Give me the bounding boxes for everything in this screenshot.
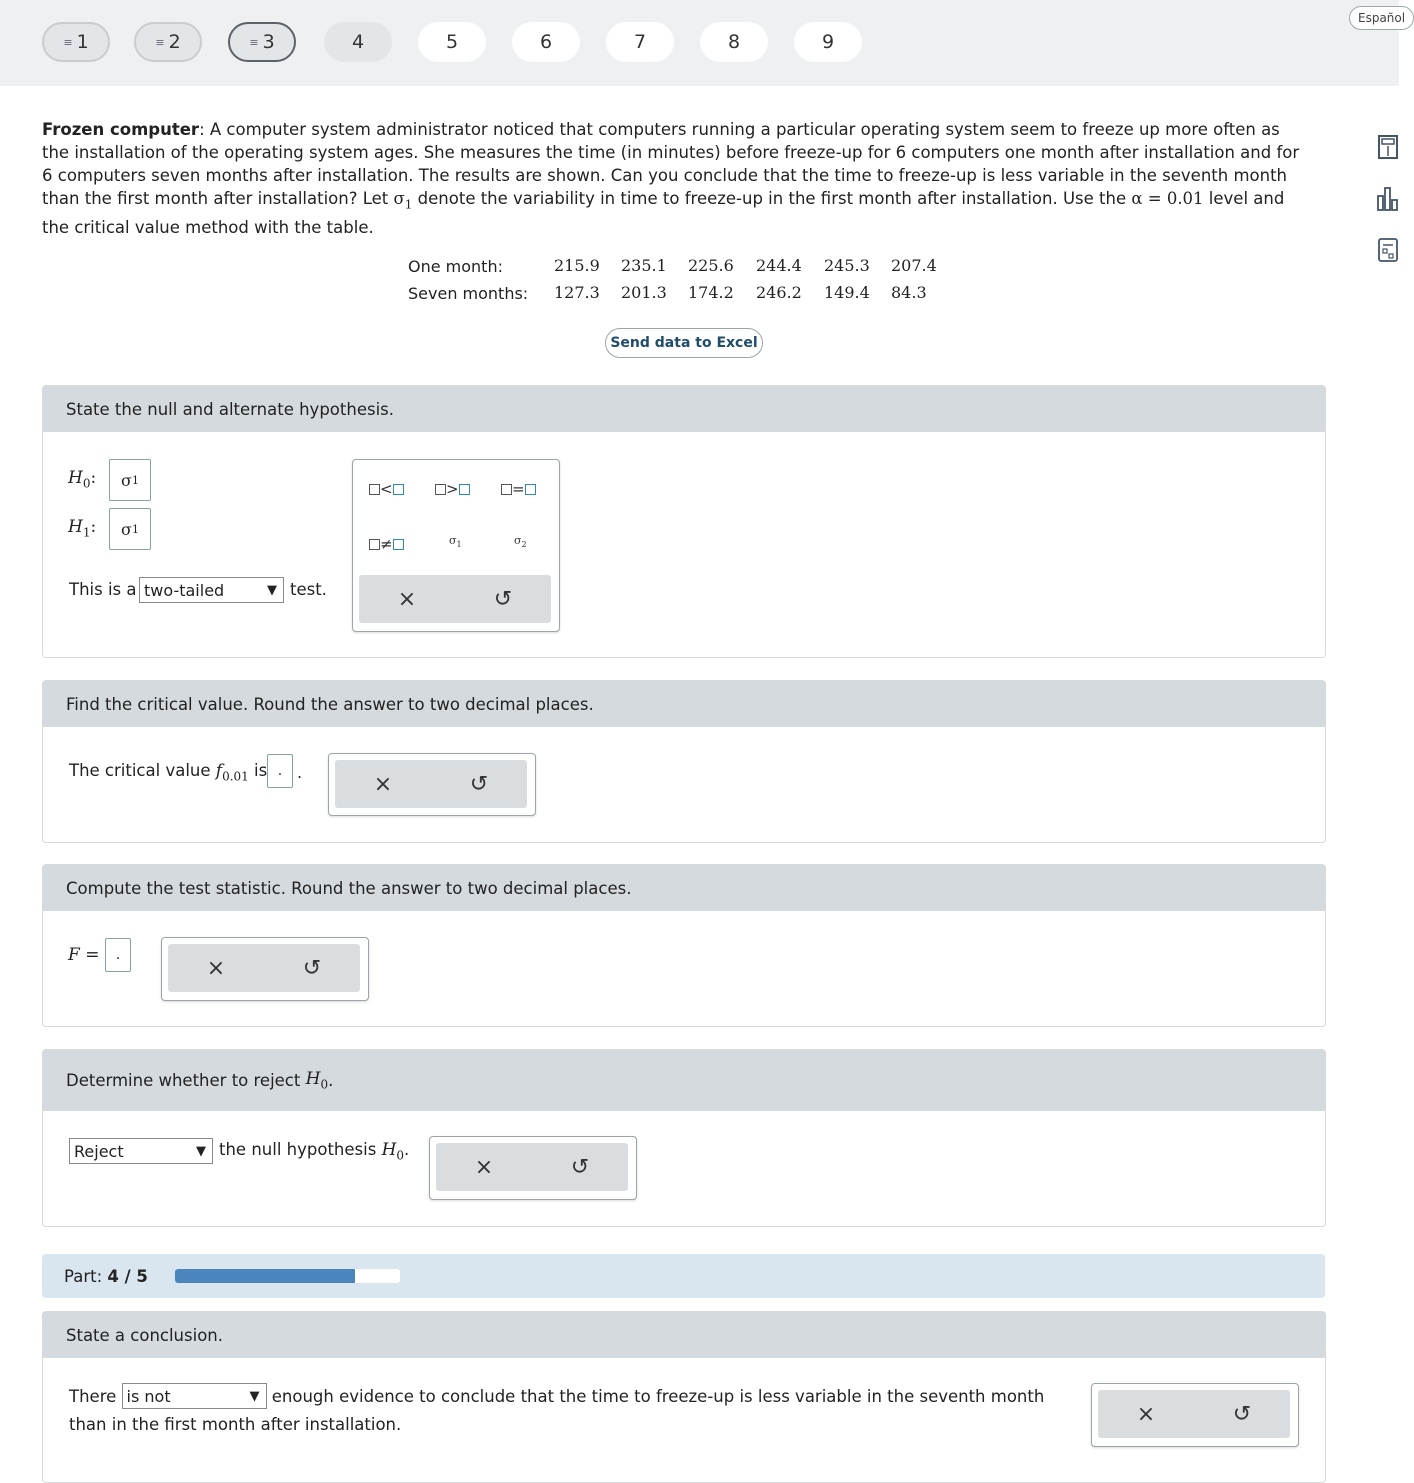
reject-decision-header: Determine whether to reject $H_0$ . bbox=[43, 1050, 1325, 1111]
symbol-palette bbox=[352, 459, 560, 632]
alpha-value: α = 0.01 bbox=[1131, 189, 1204, 208]
critical-value-period: . bbox=[297, 763, 303, 782]
undo-icon[interactable]: ↺ bbox=[302, 955, 322, 981]
clear-icon[interactable]: × bbox=[1136, 1401, 1156, 1427]
undo-icon[interactable]: ↺ bbox=[1232, 1401, 1252, 1427]
palette-toolbar bbox=[359, 575, 551, 623]
f-statistic-input[interactable]: . bbox=[105, 938, 131, 972]
critical-value-toolbox bbox=[328, 753, 536, 816]
data-cell: 235.1 bbox=[621, 256, 667, 275]
not-equal-template-button[interactable]: ≠ bbox=[369, 535, 404, 553]
reject-decision-text: the null hypothesis $H_0$. bbox=[219, 1140, 410, 1163]
data-cell: 244.4 bbox=[756, 256, 802, 275]
undo-icon[interactable]: ↺ bbox=[570, 1154, 590, 1180]
data-cell: 215.9 bbox=[554, 256, 600, 275]
critical-value-header: Find the critical value. Round the answer to two decimal places. bbox=[43, 681, 1325, 727]
critical-value-sentence: The critical value $f_{0.01}$ is bbox=[69, 761, 268, 784]
data-cell: 207.4 bbox=[891, 256, 937, 275]
conclusion-select[interactable]: is not ▼ bbox=[122, 1383, 267, 1409]
question-5-button[interactable]: 5 bbox=[418, 22, 486, 62]
reject-decision-toolbar bbox=[436, 1143, 628, 1191]
undo-icon[interactable]: ↺ bbox=[493, 586, 513, 612]
f-statistic-toolbar bbox=[168, 944, 360, 992]
problem-text-2: denote the variability in time to freeze-up in the first month after installation. Use the bbox=[412, 189, 1132, 208]
question-9-button[interactable]: 9 bbox=[794, 22, 862, 62]
data-cell: 149.4 bbox=[824, 283, 870, 302]
reference-table-icon[interactable] bbox=[1377, 237, 1399, 263]
test-type-suffix: test. bbox=[290, 580, 327, 599]
reject-decision-toolbox bbox=[429, 1136, 637, 1200]
h1-input[interactable]: σ 1 bbox=[109, 508, 151, 550]
sigma-symbol: $\sigma_1$ bbox=[393, 189, 413, 212]
question-2-button[interactable]: ≡ 2 bbox=[134, 22, 202, 62]
clear-icon[interactable]: × bbox=[397, 586, 417, 612]
reject-decision-panel bbox=[42, 1049, 1326, 1227]
problem-text-1: : A computer system administrator noticed that computers running a particular operating system seem to freeze up more often as the installation of the operating system ages. She measures the time (in minutes) before freeze-up for 6 computers one month after installation and for 6 computers seven months after installation. The results are shown. Can you conclude that the time to freeze-up is less variable in the seventh month than the first month after installation? Let bbox=[42, 120, 1300, 208]
test-type-prefix: This is a bbox=[69, 580, 137, 599]
clear-icon[interactable]: × bbox=[206, 955, 226, 981]
critical-value-toolbar bbox=[335, 760, 527, 808]
greater-than-template-button[interactable]: > bbox=[435, 480, 470, 498]
bar-chart-icon[interactable] bbox=[1377, 186, 1399, 212]
sigma1-button[interactable]: $\sigma_1$ bbox=[449, 534, 462, 550]
hypothesis-panel bbox=[42, 385, 1326, 658]
clear-icon[interactable]: × bbox=[474, 1154, 494, 1180]
problem-statement bbox=[42, 118, 1312, 239]
undo-icon[interactable]: ↺ bbox=[469, 771, 489, 797]
question-1-button[interactable]: ≡ 1 bbox=[42, 22, 110, 62]
question-3-button[interactable]: ≡ 3 bbox=[228, 22, 296, 62]
test-statistic-header: Compute the test statistic. Round the answer to two decimal places. bbox=[43, 865, 1325, 911]
equals-template-button[interactable]: = bbox=[501, 480, 536, 498]
h0-label: $H_0$: bbox=[68, 468, 97, 491]
calculator-icon[interactable] bbox=[1377, 134, 1399, 160]
question-4-button[interactable]: 4 bbox=[324, 22, 392, 62]
critical-value-input[interactable]: . bbox=[267, 754, 293, 788]
h0-input[interactable]: σ 1 bbox=[109, 459, 151, 501]
data-cell: 127.3 bbox=[554, 283, 600, 302]
data-cell: 245.3 bbox=[824, 256, 870, 275]
conclusion-header: State a conclusion. bbox=[43, 1312, 1325, 1358]
list-icon: ≡ bbox=[155, 35, 164, 49]
question-6-button[interactable]: 6 bbox=[512, 22, 580, 62]
problem-title: Frozen computer bbox=[42, 120, 200, 139]
less-than-template-button[interactable]: < bbox=[369, 480, 404, 498]
data-cell: 84.3 bbox=[891, 283, 927, 302]
send-to-excel-button[interactable]: Send data to Excel bbox=[605, 328, 763, 358]
clear-icon[interactable]: × bbox=[373, 771, 393, 797]
problem-text-3: level and the critical value method with the table. bbox=[42, 189, 1285, 238]
list-icon: ≡ bbox=[63, 35, 72, 49]
test-type-select[interactable]: two-tailed ▼ bbox=[139, 577, 284, 603]
part-progress-label: Part: 4 / 5 bbox=[64, 1267, 148, 1286]
data-cell: 246.2 bbox=[756, 283, 802, 302]
progress-fill bbox=[175, 1269, 355, 1283]
sigma2-button[interactable]: $\sigma_2$ bbox=[514, 534, 527, 550]
conclusion-toolbar bbox=[1098, 1390, 1290, 1438]
language-toggle[interactable]: Español bbox=[1349, 6, 1414, 30]
data-cell: 174.2 bbox=[688, 283, 734, 302]
data-cell: 225.6 bbox=[688, 256, 734, 275]
row-label-seven-months: Seven months: bbox=[408, 284, 529, 303]
conclusion-sentence: There is not ▼ enough evidence to conclude that the time to freeze-up is less variable in the seventh month than in the first month after installation. bbox=[69, 1383, 1069, 1438]
row-label-one-month: One month: bbox=[408, 257, 503, 276]
data-cell: 201.3 bbox=[621, 283, 667, 302]
progress-track bbox=[175, 1269, 400, 1283]
reject-decision-select[interactable]: Reject ▼ bbox=[69, 1138, 213, 1164]
conclusion-toolbox bbox=[1091, 1383, 1299, 1447]
question-7-button[interactable]: 7 bbox=[606, 22, 674, 62]
f-statistic-label: F = bbox=[68, 945, 100, 965]
hypothesis-header: State the null and alternate hypothesis. bbox=[43, 386, 1325, 432]
question-8-button[interactable]: 8 bbox=[700, 22, 768, 62]
list-icon: ≡ bbox=[249, 35, 258, 49]
h1-label: $H_1$: bbox=[68, 517, 97, 540]
f-statistic-toolbox bbox=[161, 937, 369, 1001]
